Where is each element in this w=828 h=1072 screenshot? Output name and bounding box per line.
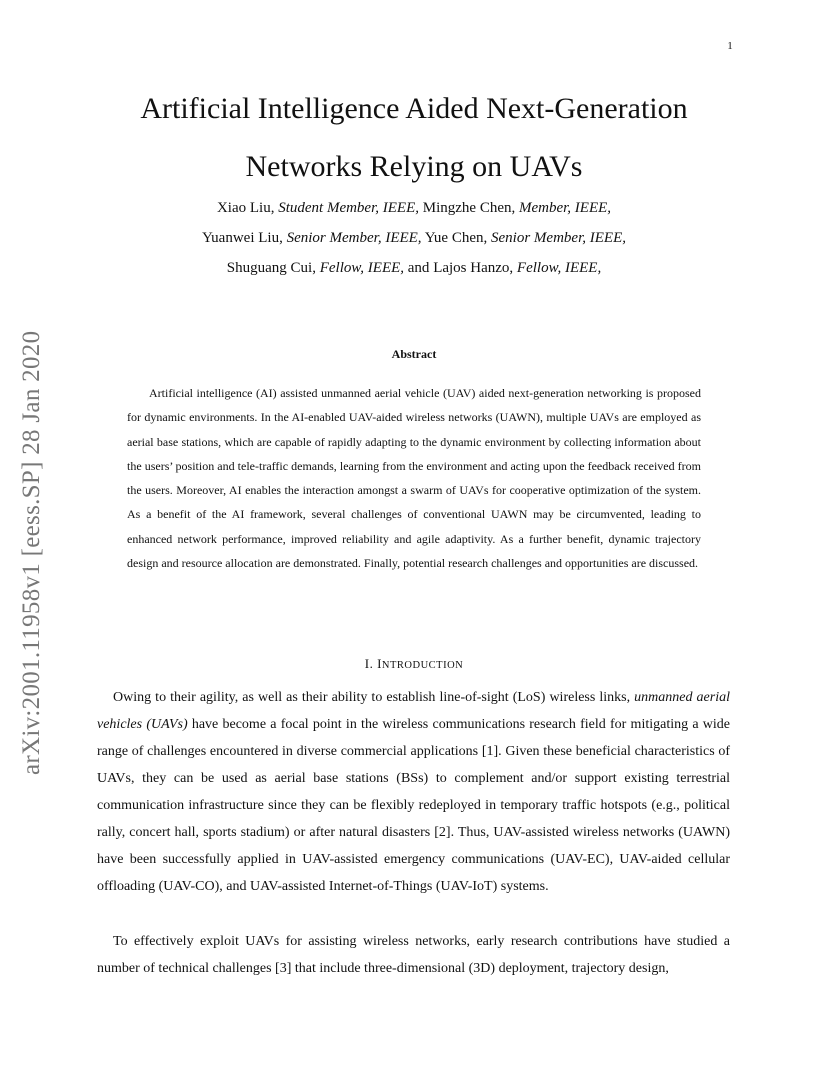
author-affiliation: Student Member, IEEE,: [278, 200, 419, 216]
abstract-text: Artificial intelligence (AI) assisted unmanned aerial vehicle (UAV) aided next-generation networking is proposed for dynamic environments. In the AI-enabled UAV-aided wireless networks (UAWN), multiple UAVs are employed as aerial base stations, which are capable of rapidly adapting to the dynamic environment by collecting information about the users’ position and tele-traffic demands, learning from the environment and acting upon the feedback received from the users. Moreover, AI enables the interaction amongst a swarm of UAVs for cooperative optimization of the system. As a benefit of the AI framework, several challenges of conventional UAWN may be circumvented, leading to enhanced network performance, improved reliability and agile adaptivity. As a further benefit, dynamic trajectory design and resource allocation are demonstrated. Finally, potential research challenges and opportunities are discussed.: [127, 386, 701, 571]
paper-title: [0, 80, 828, 196]
section-title-initial: I: [377, 656, 382, 671]
page-number: 1: [727, 40, 733, 52]
introduction-paragraph-1: [97, 684, 730, 900]
author-name: Shuguang Cui,: [226, 260, 316, 276]
author-affiliation: Fellow, IEEE,: [516, 260, 602, 276]
section-numeral: I.: [364, 656, 374, 671]
author-name: Lajos Hanzo,: [433, 260, 514, 276]
author-name: Xiao Liu,: [216, 200, 275, 216]
author-line-1: [0, 193, 828, 223]
author-affiliation: Fellow, IEEE,: [319, 260, 405, 276]
author-list: [0, 193, 828, 283]
title-line-1: Artificial Intelligence Aided Next-Generation: [140, 92, 688, 125]
author-affiliation: Member, IEEE,: [518, 200, 612, 216]
author-name: Yue Chen,: [424, 230, 488, 246]
paragraph-text: have become a focal point in the wireless communications research field for mitigating a wide range of challenges encountered in diverse commercial applications [1]. Given these beneficial characteristics of UAVs, they can be used as aerial base stations (BSs) to complement and/or support existing terrestrial communication infrastructure since they can be flexibly redeployed in temporary traffic hotspots (e.g., political rally, concert hall, sports stadium) or after natural disasters [2]. Thus, UAV-assisted wireless networks (UAWN) have been successfully applied in UAV-assisted emergency communications (UAV-EC), UAV-aided cellular offloading (UAV-CO), and UAV-assisted Internet-of-Things (UAV-IoT) systems.: [97, 717, 730, 894]
arxiv-identifier-stamp: arXiv:2001.11958v1 [eess.SP] 28 Jan 2020: [18, 330, 45, 775]
abstract-heading: Abstract: [391, 347, 437, 361]
emphasized-term: unmanned aerial vehicles (UAVs): [97, 690, 730, 732]
author-conjunction: and: [407, 260, 430, 276]
section-title-rest: NTRODUCTION: [381, 660, 464, 671]
section-heading-introduction: [0, 656, 828, 672]
author-name: Yuanwei Liu,: [202, 230, 283, 246]
author-name: Mingzhe Chen,: [422, 200, 516, 216]
title-line-2: Networks Relying on UAVs: [245, 150, 583, 183]
paragraph-text: Owing to their agility, as well as their ability to establish line-of-sight (LoS) wireless links,: [113, 690, 631, 705]
author-line-3: [0, 253, 828, 283]
author-affiliation: Senior Member, IEEE,: [286, 230, 422, 246]
author-affiliation: Senior Member, IEEE,: [491, 230, 626, 246]
introduction-paragraph-2: To effectively exploit UAVs for assisting wireless networks, early research contributions have studied a number of technical challenges [3] that include three-dimensional (3D) deployment, trajectory design,: [97, 934, 730, 976]
author-line-2: [0, 223, 828, 253]
